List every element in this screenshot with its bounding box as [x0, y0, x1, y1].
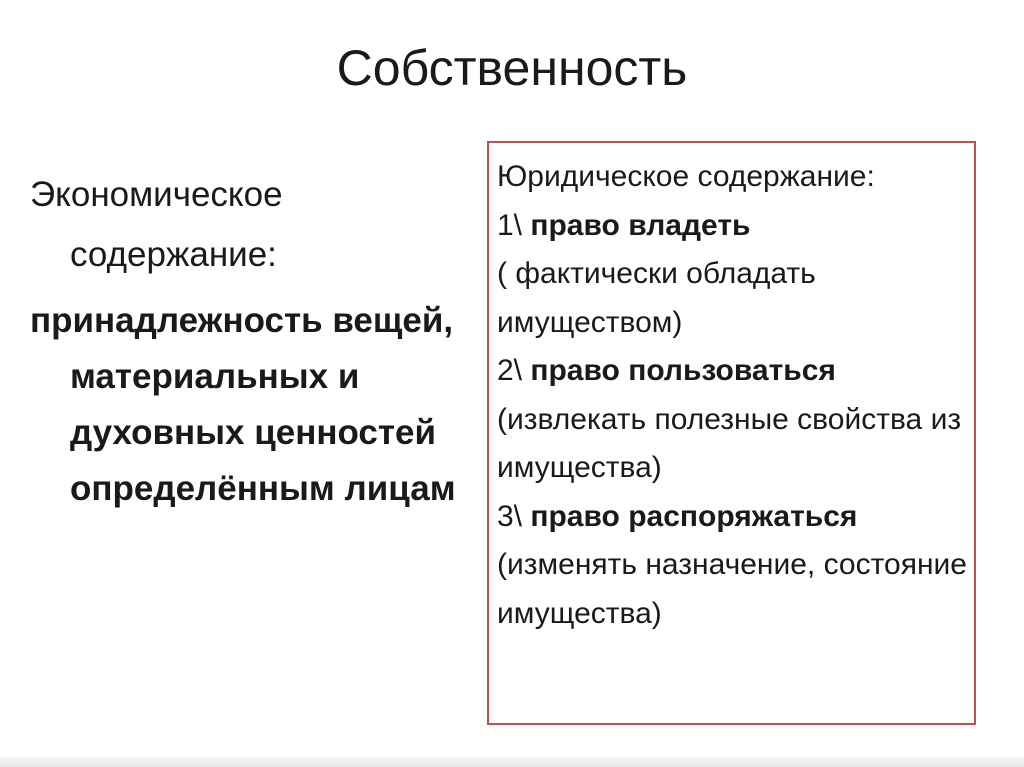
legal-item-3	[497, 493, 967, 542]
legal-item-3-right: право распоряжаться	[530, 499, 858, 533]
slide-title: Собственность	[336, 40, 688, 96]
bottom-strip	[0, 757, 1024, 767]
legal-content	[497, 153, 967, 638]
legal-item-2	[497, 347, 967, 396]
legal-item-1-number: 1\	[497, 208, 531, 242]
legal-item-1-explanation: ( фактически обладать имуществом)	[497, 257, 816, 339]
economic-heading: Экономическое содержание:	[30, 175, 283, 274]
legal-item-2-right: право пользоваться	[530, 354, 836, 387]
legal-item-3-number: 3\	[497, 499, 531, 533]
legal-item-2-number: 2\	[497, 354, 531, 387]
legal-item-1	[497, 202, 967, 251]
legal-item-1-right: право владеть	[530, 208, 751, 242]
economic-body: принадлежность вещей, материальных и духовных ценностей определённым лицам	[30, 301, 456, 508]
economic-content	[30, 165, 480, 517]
legal-item-2-explanation: (извлекать полезные свойства из имущества)	[497, 402, 962, 484]
legal-heading: Юридическое содержание:	[497, 160, 875, 193]
legal-item-3-explanation: (изменять назначение, состояние имущества)	[497, 548, 967, 630]
